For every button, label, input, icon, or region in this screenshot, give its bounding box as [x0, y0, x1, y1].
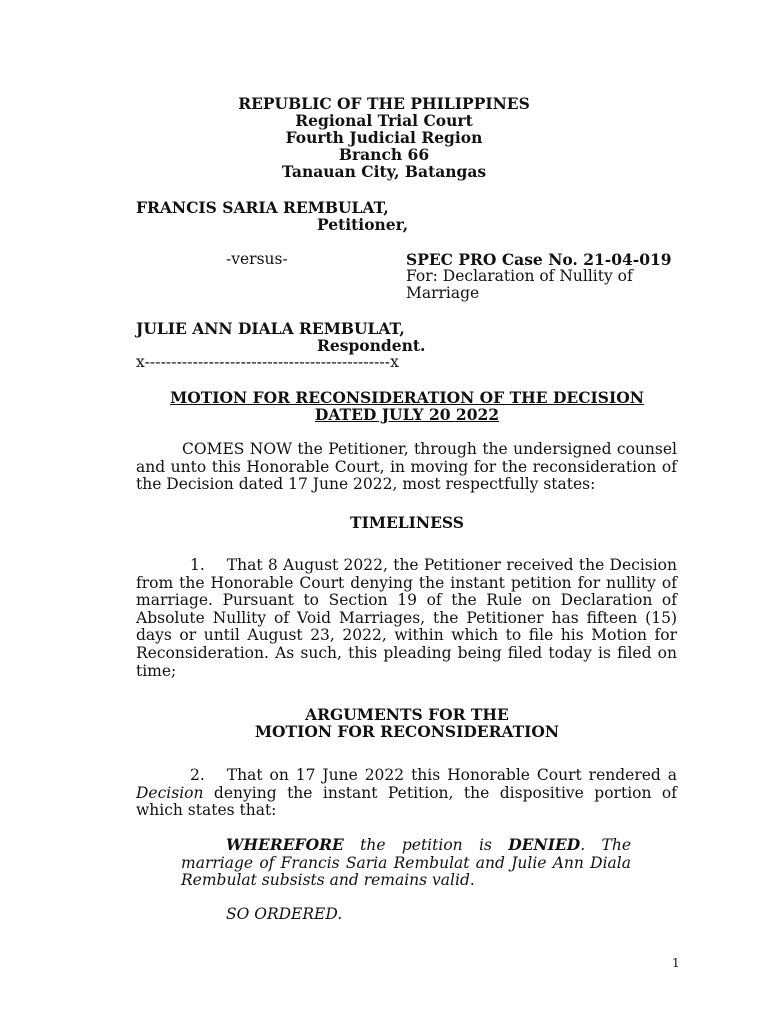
- timeliness-heading: TIMELINESS: [350, 513, 464, 532]
- dispositive-quote: [181, 836, 631, 890]
- caption-separator: x----------------------------------------------x: [136, 353, 399, 371]
- respondent-name: JULIE ANN DIALA REMBULAT,: [136, 319, 405, 338]
- respondent-role: Respondent.: [317, 336, 426, 355]
- paragraph-1-text: That 8 August 2022, the Petitioner received the Decision from the Honorable Court denying the instant petition for nullity of marriage. Pursuant to Section 19 of the Rule on Declaration of Absolute Nullity of Void Marriages, the Petitioner has fifteen (15) days or until August 23, 2022, within which to file his Motion for Reconsideration. As such, this pleading being filed today is filed on time;: [136, 556, 677, 680]
- paragraph-2-decision-word: Decision: [136, 783, 204, 802]
- quote-mid: the petition is: [360, 836, 492, 854]
- so-ordered: SO ORDERED.: [226, 905, 343, 923]
- versus-label: -versus-: [226, 250, 288, 268]
- paragraph-2: [136, 767, 677, 820]
- header-line-region: Fourth Judicial Region: [285, 128, 483, 147]
- header-line-republic: REPUBLIC OF THE PHILIPPINES: [238, 94, 530, 113]
- intro-paragraph: [136, 441, 677, 494]
- arguments-heading-line1: ARGUMENTS FOR THE: [305, 705, 509, 724]
- motion-title-line1: MOTION FOR RECONSIDERATION OF THE DECISION: [170, 388, 644, 407]
- case-nature-line1: For: Declaration of Nullity of: [406, 267, 633, 285]
- quote-rest: . The marriage of Francis Saria Rembulat and Julie Ann Diala Rembulat subsists and remains valid.: [181, 836, 631, 890]
- header-line-city: Tanauan City, Batangas: [281, 162, 487, 181]
- header-line-court: Regional Trial Court: [295, 111, 473, 130]
- petitioner-name: FRANCIS SARIA REMBULAT,: [136, 198, 389, 217]
- paragraph-2-text-a: That on 17 June 2022 this Honorable Court rendered a: [226, 766, 677, 784]
- paragraph-2-text-b: denying the instant Petition, the dispositive portion of which states that:: [136, 783, 677, 820]
- quote-wherefore: WHEREFORE: [226, 835, 344, 854]
- intro-text: COMES NOW the Petitioner, through the undersigned counsel and unto this Honorable Court, in moving for the reconsideration of the Decision dated 17 June 2022, most respectfully states:: [136, 440, 677, 494]
- quote-denied: DENIED: [508, 835, 581, 854]
- page-number: 1: [672, 956, 680, 970]
- paragraph-1: [136, 557, 677, 680]
- case-nature-line2: Marriage: [406, 284, 480, 302]
- arguments-heading-line2: MOTION FOR RECONSIDERATION: [254, 722, 560, 741]
- petitioner-role: Petitioner,: [317, 215, 409, 234]
- case-number: SPEC PRO Case No. 21-04-019: [406, 250, 672, 269]
- paragraph-1-number: 1.: [190, 556, 205, 574]
- motion-title-line2: DATED JULY 20 2022: [314, 405, 500, 424]
- paragraph-2-number: 2.: [190, 766, 205, 784]
- header-line-branch: Branch 66: [338, 145, 430, 164]
